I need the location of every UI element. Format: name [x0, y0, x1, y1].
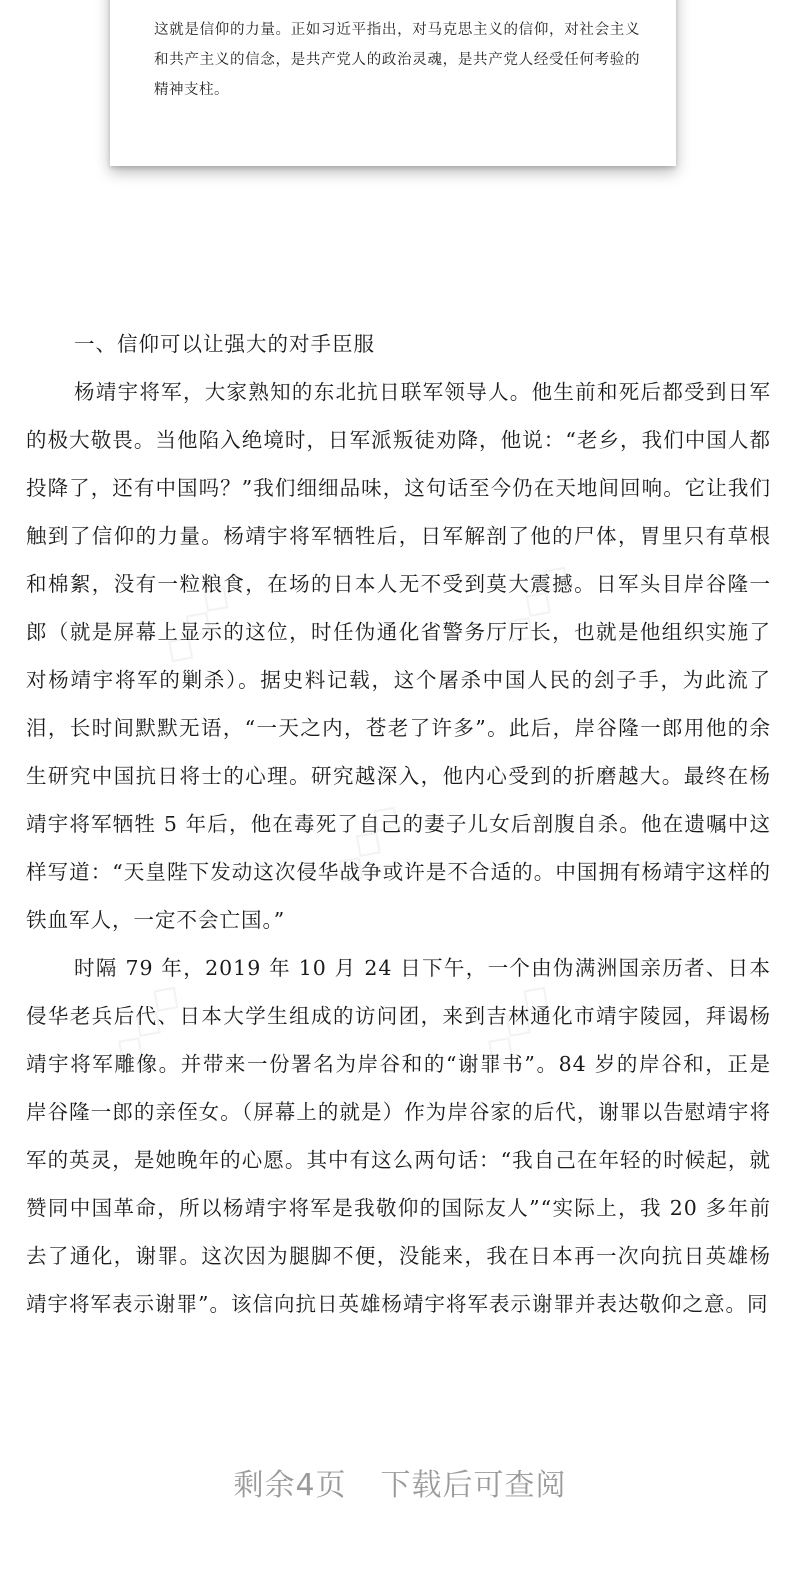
remaining-pages-label: 剩余4页 — [233, 1468, 347, 1503]
paragraph: 时隔 79 年，2019 年 10 月 24 日下午，一个由伪满洲国亲历者、日本侵华老兵后代、日本大学生组成的访问团，来到吉林通化市靖宇陵园，拜谒杨靖宇将军雕像。并带来一份署名为岸谷和的“谢罪书”。84 岁的岸谷和，正是岸谷隆一郎的亲侄女。（屏幕上的就是）作为岸谷家的后代，谢罪以告慰靖宇将军的英灵，是她晚年的心愿。其中有这么两句话：“我自己在年轻的时候起，就赞同中国革命，所以杨靖宇将军是我敬仰的国际友人”“实际上，我 20 多年前去了通化，谢罪。这次因为腿脚不便，没能来，我在日本再一次向抗日英雄杨靖宇将军表示谢罪”。该信向抗日英雄杨靖宇将军表示谢罪并表达敬仰之意。同 — [26, 956, 771, 1316]
article-body — [26, 320, 771, 1328]
download-to-view-label: 下载后可查阅 — [380, 1468, 567, 1503]
watermark: ◇◇◇ — [320, 792, 412, 894]
download-prompt[interactable] — [0, 1460, 800, 1504]
watermark: ◇◇◇ — [490, 552, 582, 654]
card-text: 这就是信仰的力量。正如习近平指出，对马克思主义的信仰，对社会主义和共产主义的信念，是共产党人的政治灵魂，是共产党人经受任何考验的精神支柱。 — [154, 21, 640, 98]
watermark: ◇◇◇ — [100, 972, 192, 1074]
watermark: ◇◇◇ — [470, 972, 562, 1074]
preview-card — [110, 0, 676, 166]
paragraph: 杨靖宇将军，大家熟知的东北抗日联军领导人。他生前和死后都受到日军的极大敬畏。当他陷入绝境时，日军派叛徒劝降，他说：“老乡，我们中国人都投降了，还有中国吗？”我们细细品味，这句话至今仍在天地间回响。它让我们触到了信仰的力量。杨靖宇将军牺牲后，日军解剖了他的尸体，胃里只有草根和棉絮，没有一粒粮食，在场的日本人无不受到莫大震撼。日军头目岸谷隆一郎（就是屏幕上显示的这位，时任伪通化省警务厅厅长，也就是他组织实施了对杨靖宇将军的剿杀）。据史料记载，这个屠杀中国人民的刽子手，为此流了泪，长时间默默无语，“一天之内，苍老了许多”。此后，岸谷隆一郎用他的余生研究中国抗日将士的心理。研究越深入，他内心受到的折磨越大。最终在杨靖宇将军牺牲 5 年后，他在毒死了自己的妻子儿女后剖腹自杀。他在遗嘱中这样写道：“天皇陛下发动这次侵华战争或许是不合适的。中国拥有杨靖宇这样的铁血军人，一定不会亡国。” — [26, 380, 771, 932]
watermark: ◇◇◇ — [150, 572, 242, 674]
section-heading: 一、信仰可以让强大的对手臣服 — [74, 332, 375, 356]
